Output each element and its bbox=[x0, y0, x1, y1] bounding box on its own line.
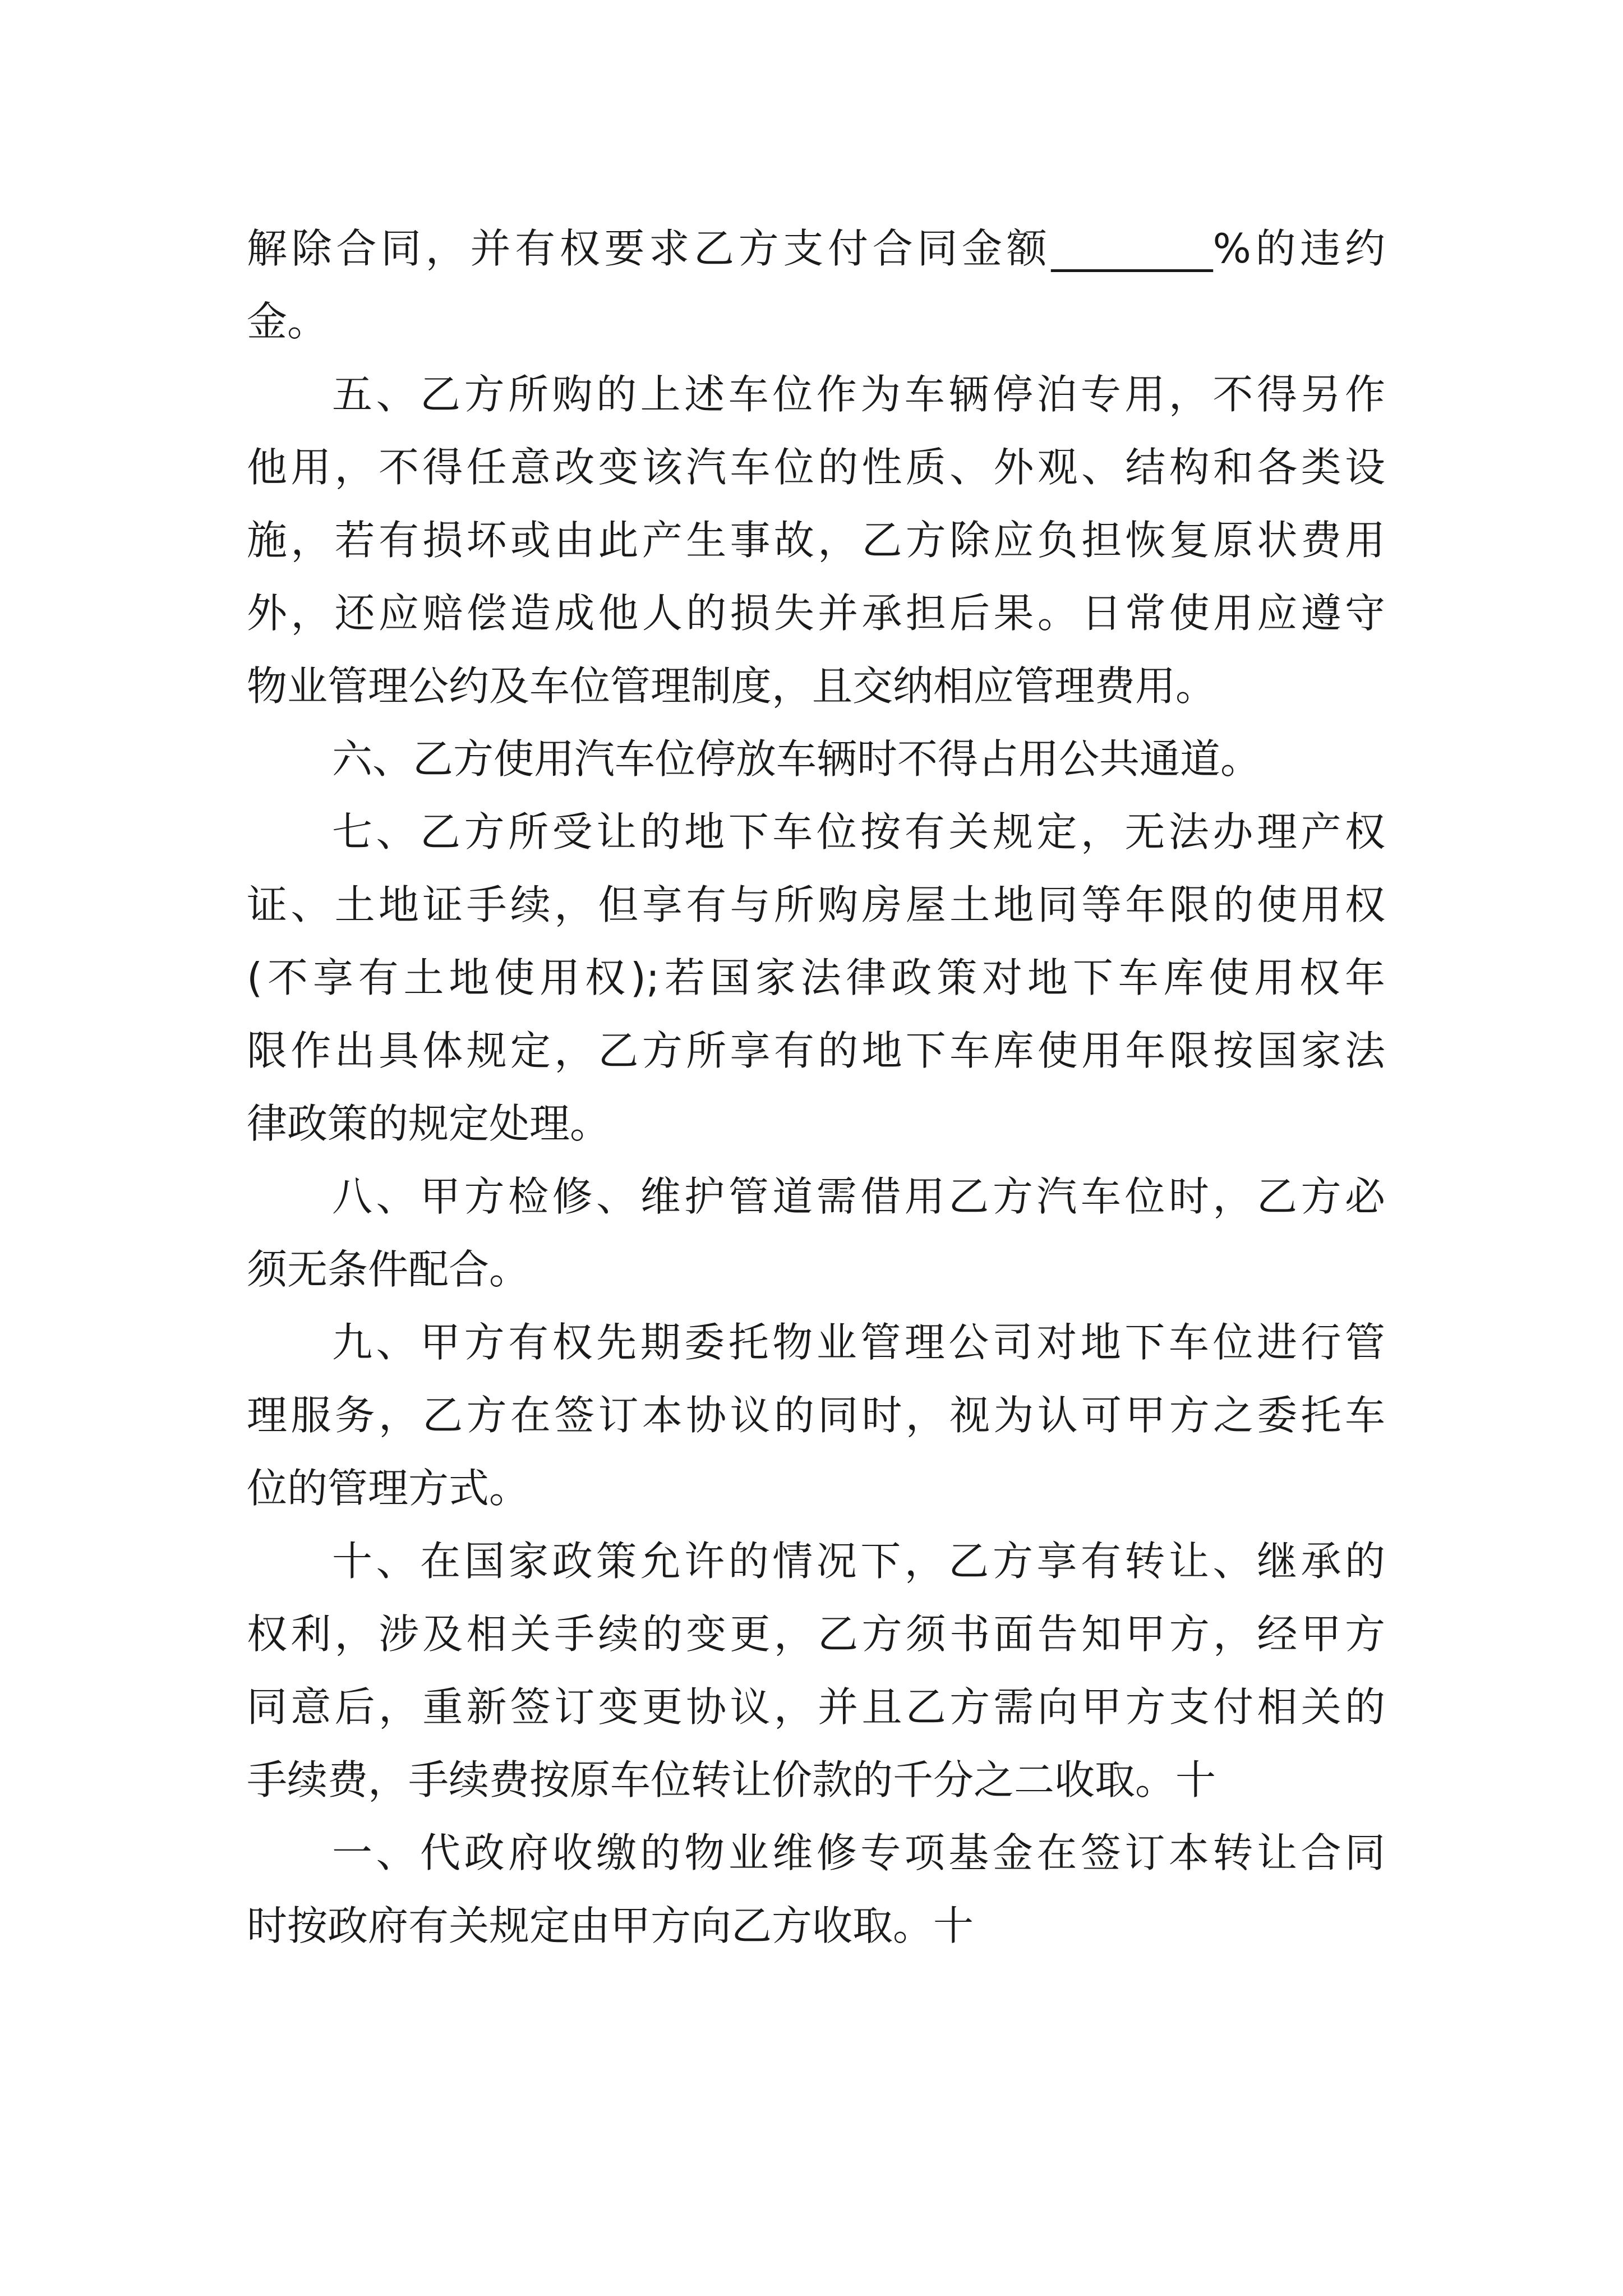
text-line: 九、甲方有权先期委托物业管理公司对地下车位进行管 bbox=[332, 1319, 1385, 1366]
text-line: 外，还应赔偿造成他人的损失并承担后果。日常使用应遵守 bbox=[247, 590, 1385, 637]
text-line: 施，若有损坏或由此产生事故，乙方除应负担恢复原状费用 bbox=[247, 517, 1385, 564]
text-line: (不享有土地使用权);若国家法律政策对地下车库使用权年 bbox=[247, 954, 1385, 1001]
text-line: 他用，不得任意改变该汽车位的性质、外观、结构和各类设 bbox=[247, 444, 1385, 491]
text-line: 手续费，手续费按原车位转让价款的千分之二收取。十 bbox=[247, 1756, 1216, 1803]
text-line: 时按政府有关规定由甲方向乙方收取。十 bbox=[247, 1902, 974, 1949]
text-line: 限作出具体规定，乙方所享有的地下车库使用年限按国家法 bbox=[247, 1027, 1385, 1074]
text-line: 同意后，重新签订变更协议，并且乙方需向甲方支付相关的 bbox=[247, 1683, 1385, 1731]
text-line: 七、乙方所受让的地下车位按有关规定，无法办理产权 bbox=[332, 808, 1385, 855]
text-line: 物业管理公约及车位管理制度，且交纳相应管理费用。 bbox=[247, 662, 1216, 710]
text-line: 八、甲方检修、维护管道需借用乙方汽车位时，乙方必 bbox=[332, 1173, 1385, 1220]
text-line: 六、乙方使用汽车位停放车辆时不得占用公共通道。 bbox=[332, 735, 1261, 783]
text-line: 五、乙方所购的上述车位作为车辆停泊专用，不得另作 bbox=[332, 371, 1385, 418]
text-line: 十、在国家政策允许的情况下，乙方享有转让、继承的 bbox=[332, 1538, 1385, 1585]
text-line: 位的管理方式。 bbox=[247, 1465, 530, 1512]
text-line: 须无条件配合。 bbox=[247, 1246, 530, 1293]
text-line: 金。 bbox=[247, 298, 328, 345]
text-line: 律政策的规定处理。 bbox=[247, 1100, 611, 1147]
text-line: 权利，涉及相关手续的变更，乙方须书面告知甲方，经甲方 bbox=[247, 1611, 1385, 1658]
text-line: 解除合同，并有权要求乙方支付合同金额________%的违约 bbox=[247, 225, 1385, 272]
text-line: 理服务，乙方在签订本协议的同时，视为认可甲方之委托车 bbox=[247, 1392, 1385, 1439]
text-line: 一、代政府收缴的物业维修专项基金在签订本转让合同 bbox=[332, 1829, 1385, 1876]
text-line: 证、土地证手续，但享有与所购房屋土地同等年限的使用权 bbox=[247, 881, 1385, 928]
